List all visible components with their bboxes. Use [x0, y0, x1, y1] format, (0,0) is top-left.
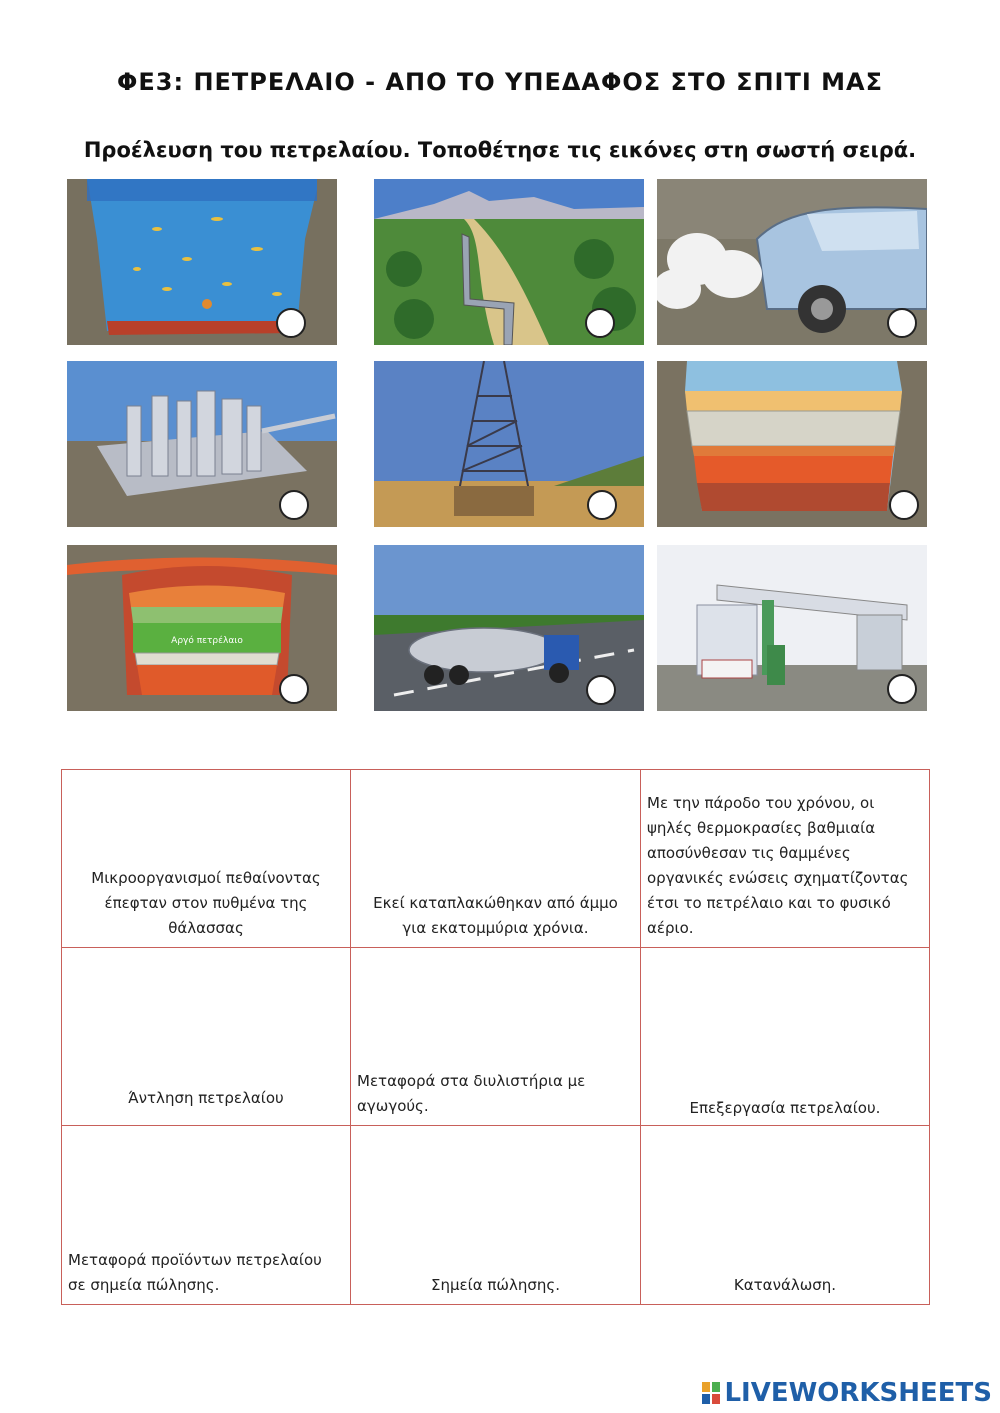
sediment-layers-illustration	[657, 361, 927, 527]
caption-cell[interactable]: Μεταφορά στα διυλιστήρια με αγωγούς.	[351, 948, 641, 1126]
order-slot-5[interactable]	[587, 490, 617, 520]
order-slot-2[interactable]	[585, 308, 615, 338]
order-slot-9[interactable]	[887, 674, 917, 704]
caption-cell[interactable]: Μικροοργανισμοί πεθαίνοντας έπεφταν στον πυθμένα της θάλασσας	[62, 770, 351, 948]
crude-oil-label: Αργό πετρέλαιο	[171, 636, 243, 646]
caption-cell[interactable]: Μεταφορά προϊόντων πετρελαίου σε σημεία πώλησης.	[62, 1126, 351, 1304]
caption-cell[interactable]: Σημεία πώλησης.	[351, 1126, 641, 1304]
brand-text: LIVEWORKSHEETS	[724, 1378, 992, 1408]
order-slot-3[interactable]	[887, 308, 917, 338]
order-slot-8[interactable]	[586, 675, 616, 705]
caption-cell[interactable]: Με την πάροδο του χρόνου, οι ψηλές θερμοκρασίες βαθμιαία αποσύνθεσαν τις θαμμένες οργανικές ενώσεις σχηματίζοντας έτσι το πετρέλαιο και το φυσικό αέριο.	[641, 770, 929, 948]
order-slot-4[interactable]	[279, 490, 309, 520]
page-title: ΦΕ3: ΠΕΤΡΕΛΑΙΟ - ΑΠΟ ΤΟ ΥΠΕΔΑΦΟΣ ΣΤΟ ΣΠΙΤΙ ΜΑΣ	[117, 68, 883, 96]
order-slot-6[interactable]	[889, 490, 919, 520]
order-slot-7[interactable]	[279, 674, 309, 704]
caption-cell[interactable]: Επεξεργασία πετρελαίου.	[641, 948, 929, 1126]
instruction-text: Προέλευση του πετρελαίου. Τοποθέτησε τις εικόνες στη σωστή σειρά.	[83, 138, 917, 162]
caption-cell[interactable]: Κατανάλωση.	[733, 1276, 837, 1294]
caption-cell[interactable]: Εκεί καταπλακώθηκαν από άμμο για εκατομμύρια χρόνια.	[351, 770, 641, 948]
caption-table	[61, 769, 930, 1305]
order-slot-1[interactable]	[276, 308, 306, 338]
liveworksheets-logo-icon	[702, 1382, 720, 1404]
footer-brand[interactable]	[702, 1378, 992, 1408]
caption-cell[interactable]: Άντληση πετρελαίου	[62, 948, 351, 1126]
